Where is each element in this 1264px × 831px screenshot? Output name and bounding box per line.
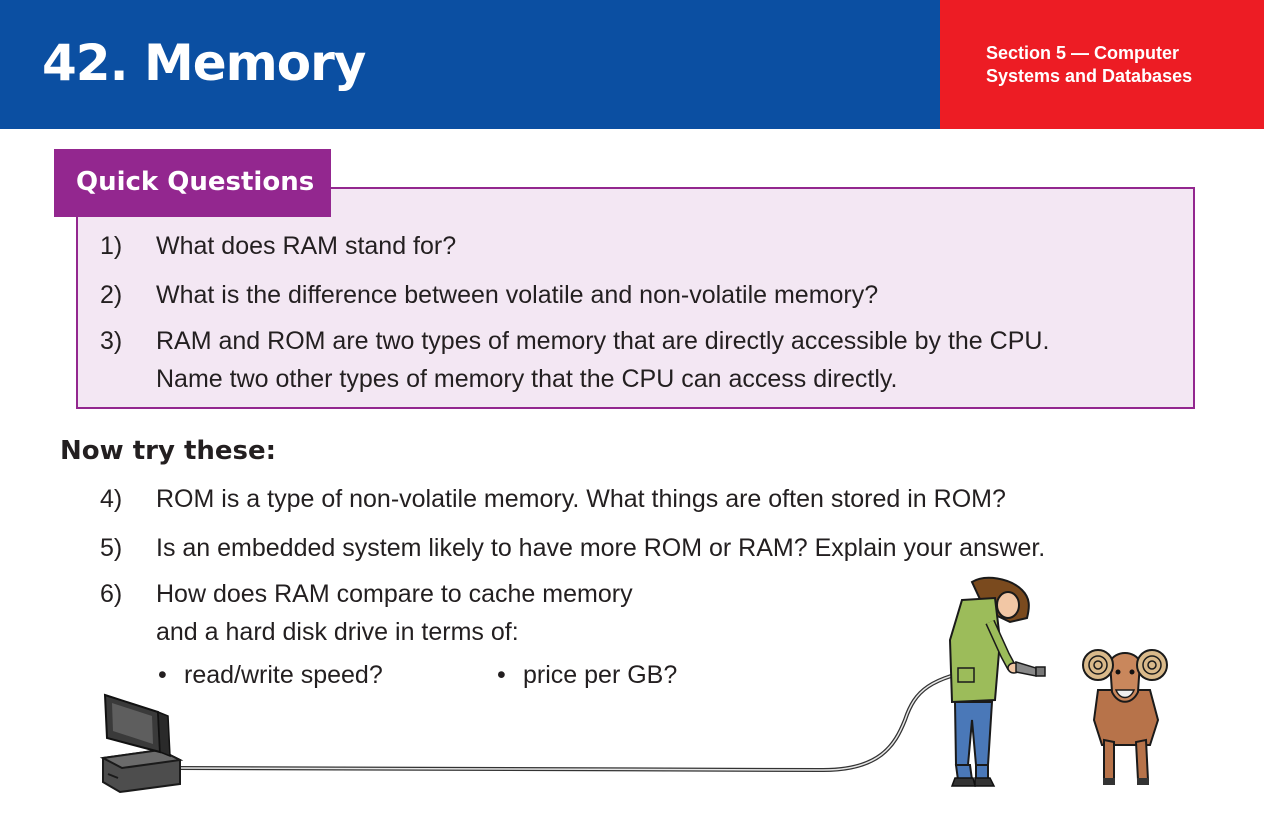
- computer-icon: [103, 695, 180, 792]
- question-text: Is an embedded system likely to have more ROM or RAM? Explain your answer.: [156, 534, 1046, 562]
- question-number: 5): [100, 534, 123, 562]
- cable: [178, 668, 985, 770]
- question-text: and a hard disk drive in terms of:: [156, 618, 519, 646]
- question-text: How does RAM compare to cache memory: [156, 580, 633, 608]
- question-number: 3): [100, 327, 123, 355]
- question-text: What does RAM stand for?: [156, 232, 457, 260]
- quick-questions-heading: Quick Questions: [76, 167, 315, 197]
- question-text: RAM and ROM are two types of memory that are directly accessible by the CPU.: [156, 327, 1050, 355]
- page-title: 42. Memory: [42, 34, 366, 92]
- question-text: ROM is a type of non-volatile memory. What things are often stored in ROM?: [156, 485, 1006, 513]
- question-number: 6): [100, 580, 123, 608]
- person-with-plug-icon: [950, 578, 1045, 786]
- question-number: 1): [100, 232, 123, 260]
- bullet-text: price per GB?: [523, 661, 678, 689]
- cable-highlight: [178, 668, 985, 770]
- question-text: Name two other types of memory that the CPU can access directly.: [156, 365, 898, 393]
- section-label-line1: Section 5 — Computer: [986, 43, 1180, 63]
- question-text: What is the difference between volatile and non-volatile memory?: [156, 281, 879, 309]
- bullet-icon: •: [158, 661, 167, 689]
- question-number: 2): [100, 281, 123, 309]
- section-label-line2: Systems and Databases: [986, 66, 1193, 86]
- now-try-heading: Now try these:: [60, 436, 277, 466]
- bullet-icon: •: [497, 661, 506, 689]
- question-number: 4): [100, 485, 123, 513]
- ram-animal-icon: [1083, 650, 1167, 785]
- bullet-text: read/write speed?: [184, 661, 383, 689]
